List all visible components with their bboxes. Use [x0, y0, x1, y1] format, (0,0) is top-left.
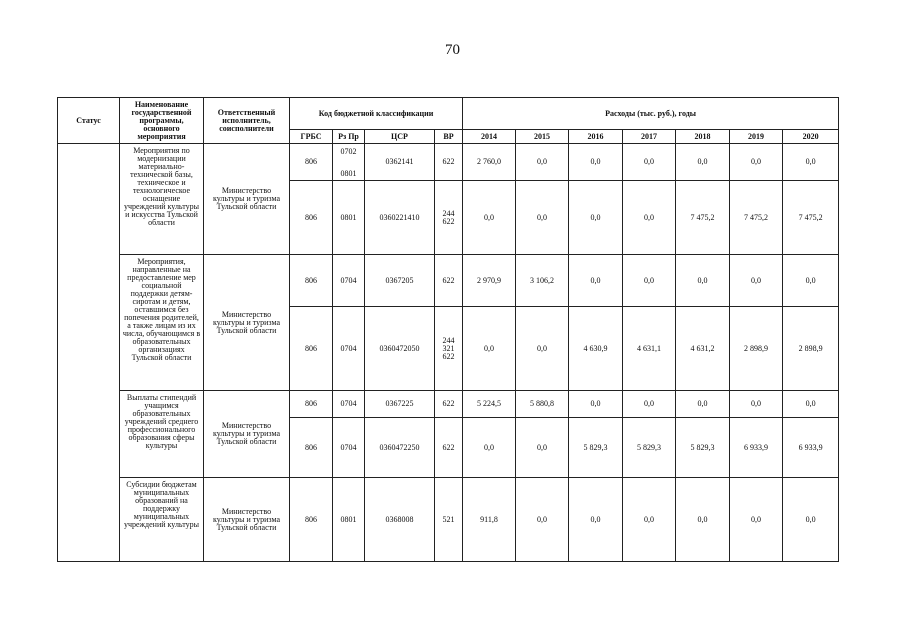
grbs-cell: 806	[290, 181, 333, 255]
value-cell-2020: 0,0	[783, 144, 839, 181]
table-row	[58, 255, 839, 307]
value-cell-2015: 0,0	[516, 144, 569, 181]
value-cell-2020: 7 475,2	[783, 181, 839, 255]
rzpr-cell: 0801	[333, 478, 365, 562]
value-cell-2019: 0,0	[730, 255, 783, 307]
table-row	[58, 391, 839, 418]
value-cell-2018: 5 829,3	[676, 418, 730, 478]
grbs-cell: 806	[290, 144, 333, 181]
value-cell-2014: 2 970,9	[463, 255, 516, 307]
value-cell-2020: 0,0	[783, 478, 839, 562]
value-cell-2017: 0,0	[623, 144, 676, 181]
value-cell-2015: 0,0	[516, 181, 569, 255]
program-name-cell: Мероприятия, направленные на предоставление мер социальной поддержки детям-сиротам и детям, оставшимся без попечения родителей, а также лицам из их числа, обучающимся в образовательных организациях Тульской области	[120, 255, 204, 391]
value-cell-2016: 0,0	[569, 478, 623, 562]
value-cell-2020: 0,0	[783, 391, 839, 418]
csr-cell: 0368008	[365, 478, 435, 562]
executor-cell: Министерство культуры и туризма Тульской области	[204, 391, 290, 478]
value-cell-2017: 0,0	[623, 391, 676, 418]
executor-cell: Министерство культуры и туризма Тульской области	[204, 144, 290, 255]
value-cell-2016: 5 829,3	[569, 418, 623, 478]
value-cell-2018: 0,0	[676, 255, 730, 307]
header-year-2015: 2015	[516, 130, 569, 144]
value-cell-2016: 0,0	[569, 255, 623, 307]
csr-cell: 0367205	[365, 255, 435, 307]
value-cell-2015: 3 106,2	[516, 255, 569, 307]
value-cell-2017: 0,0	[623, 181, 676, 255]
value-cell-2016: 0,0	[569, 391, 623, 418]
value-cell-2019: 0,0	[730, 391, 783, 418]
rzpr-cell: 0801	[333, 181, 365, 255]
csr-cell: 0362141	[365, 144, 435, 181]
header-status: Статус	[58, 98, 120, 144]
executor-cell: Министерство культуры и туризма Тульской области	[204, 478, 290, 562]
csr-cell: 0360472250	[365, 418, 435, 478]
grbs-cell: 806	[290, 391, 333, 418]
header-program-name: Наименование государственной программы, основного мероприятия	[120, 98, 204, 144]
header-vr: ВР	[435, 130, 463, 144]
value-cell-2014: 0,0	[463, 181, 516, 255]
vr-cell: 622	[435, 391, 463, 418]
header-year-2016: 2016	[569, 130, 623, 144]
value-cell-2016: 0,0	[569, 181, 623, 255]
value-cell-2014: 2 760,0	[463, 144, 516, 181]
value-cell-2015: 0,0	[516, 478, 569, 562]
value-cell-2015: 0,0	[516, 418, 569, 478]
header-csr: ЦСР	[365, 130, 435, 144]
value-cell-2019: 2 898,9	[730, 307, 783, 391]
value-cell-2018: 0,0	[676, 391, 730, 418]
header-rzpr: Рз Пр	[333, 130, 365, 144]
program-name-cell: Мероприятия по модернизации материально-технической базы, техническое и технологическое оснащение учреждений культуры и искусства Тульской области	[120, 144, 204, 255]
grbs-cell: 806	[290, 478, 333, 562]
budget-table	[57, 97, 839, 562]
value-cell-2020: 0,0	[783, 255, 839, 307]
header-year-2019: 2019	[730, 130, 783, 144]
status-cell	[58, 144, 120, 562]
header-year-2014: 2014	[463, 130, 516, 144]
value-cell-2014: 5 224,5	[463, 391, 516, 418]
value-cell-2016: 4 630,9	[569, 307, 623, 391]
header-expenses: Расходы (тыс. руб.), годы	[463, 98, 839, 130]
grbs-cell: 806	[290, 307, 333, 391]
value-cell-2014: 0,0	[463, 307, 516, 391]
value-cell-2018: 0,0	[676, 478, 730, 562]
value-cell-2019: 0,0	[730, 144, 783, 181]
rzpr-cell: 0704	[333, 391, 365, 418]
header-year-2020: 2020	[783, 130, 839, 144]
value-cell-2020: 2 898,9	[783, 307, 839, 391]
header-year-2017: 2017	[623, 130, 676, 144]
vr-cell: 244 622	[435, 181, 463, 255]
table-row	[58, 478, 839, 562]
vr-cell: 622	[435, 418, 463, 478]
vr-cell: 521	[435, 478, 463, 562]
header-executor: Ответственный исполнитель, соисполнители	[204, 98, 290, 144]
value-cell-2017: 5 829,3	[623, 418, 676, 478]
table-row	[58, 144, 839, 181]
value-cell-2017: 0,0	[623, 255, 676, 307]
value-cell-2018: 0,0	[676, 144, 730, 181]
vr-cell: 244 321 622	[435, 307, 463, 391]
value-cell-2017: 4 631,1	[623, 307, 676, 391]
rzpr-cell: 0704	[333, 307, 365, 391]
page-number: 70	[445, 42, 460, 58]
csr-cell: 0367225	[365, 391, 435, 418]
grbs-cell: 806	[290, 418, 333, 478]
program-name-cell: Субсидии бюджетам муниципальных образований на поддержку муниципальных учреждений культуры	[120, 478, 204, 562]
grbs-cell: 806	[290, 255, 333, 307]
value-cell-2015: 5 880,8	[516, 391, 569, 418]
vr-cell: 622	[435, 255, 463, 307]
value-cell-2018: 7 475,2	[676, 181, 730, 255]
rzpr-cell: 0702 0801	[333, 144, 365, 181]
value-cell-2020: 6 933,9	[783, 418, 839, 478]
csr-cell: 0360472050	[365, 307, 435, 391]
value-cell-2015: 0,0	[516, 307, 569, 391]
value-cell-2019: 0,0	[730, 478, 783, 562]
executor-cell: Министерство культуры и туризма Тульской области	[204, 255, 290, 391]
rzpr-cell: 0704	[333, 255, 365, 307]
value-cell-2014: 0,0	[463, 418, 516, 478]
program-name-cell: Выплаты стипендий учащимся образовательных учреждений среднего профессионального образования сферы культуры	[120, 391, 204, 478]
header-grbs: ГРБС	[290, 130, 333, 144]
rzpr-cell: 0704	[333, 418, 365, 478]
value-cell-2019: 6 933,9	[730, 418, 783, 478]
csr-cell: 0360221410	[365, 181, 435, 255]
value-cell-2019: 7 475,2	[730, 181, 783, 255]
value-cell-2016: 0,0	[569, 144, 623, 181]
value-cell-2014: 911,8	[463, 478, 516, 562]
value-cell-2018: 4 631,2	[676, 307, 730, 391]
vr-cell: 622	[435, 144, 463, 181]
header-budget-code: Код бюджетной классификации	[290, 98, 463, 130]
header-year-2018: 2018	[676, 130, 730, 144]
value-cell-2017: 0,0	[623, 478, 676, 562]
